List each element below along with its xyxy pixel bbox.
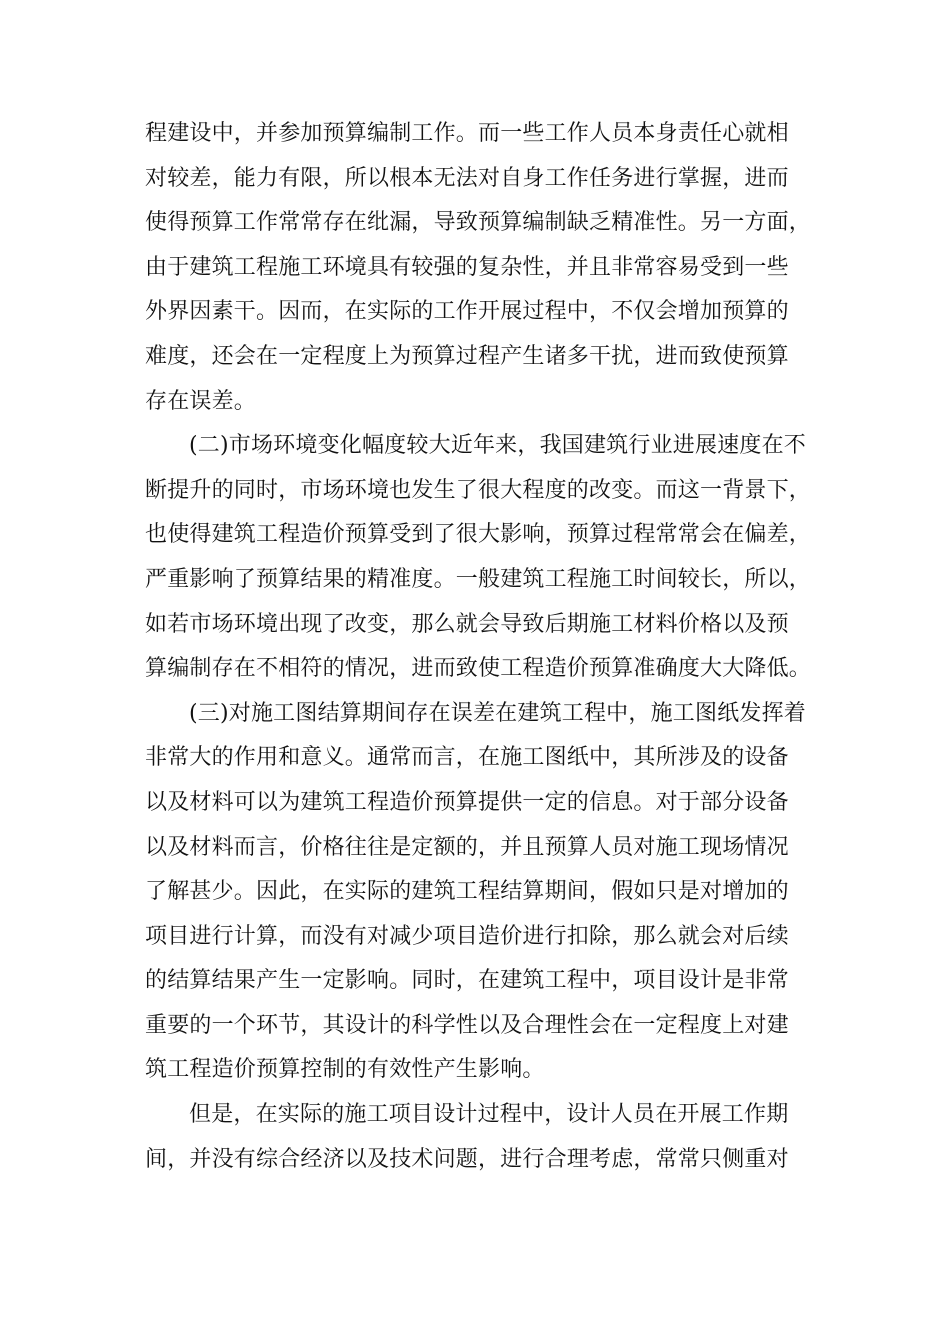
text-line: 以及材料而言，价格往往是定额的，并且预算人员对施工现场情况 [145,834,789,860]
paragraph [145,692,825,1093]
text-line: 重要的一个环节，其设计的科学性以及合理性会在一定程度上对建 [145,1012,789,1038]
text-line: 非常大的作用和意义。通常而言，在施工图纸中，其所涉及的设备 [145,745,789,771]
text-line: (三)对施工图结算期间存在误差在建筑工程中，施工图纸发挥着 [189,700,806,726]
text-line: 使得预算工作常常存在纰漏，导致预算编制缺乏精准性。另一方面， [145,210,812,236]
text-line: 筑工程造价预算控制的有效性产生影响。 [145,1057,545,1083]
text-line: 程建设中，并参加预算编制工作。而一些工作人员本身责任心就相 [145,121,789,146]
text-line: (二)市场环境变化幅度较大近年来，我国建筑行业进展速度在不 [189,433,806,459]
paragraph [145,424,825,692]
text-line: 也使得建筑工程造价预算受到了很大影响，预算过程常常会在偏差， [145,522,812,548]
text-line: 间，并没有综合经济以及技术问题，进行合理考虑，常常只侧重对 [145,1146,789,1172]
text-line: 算编制存在不相符的情况，进而致使工程造价预算准确度大大降低。 [145,656,812,682]
text-line: 外界因素干。因而，在实际的工作开展过程中，不仅会增加预算的 [145,299,789,325]
text-line: 但是，在实际的施工项目设计过程中，设计人员在开展工作期 [189,1102,789,1128]
text-line: 存在误差。 [145,388,257,414]
text-line: 断提升的同时，市场环境也发生了很大程度的改变。而这一背景下， [145,477,812,503]
paragraph [145,1093,825,1182]
body-text [145,112,825,1182]
text-line: 的结算结果产生一定影响。同时，在建筑工程中，项目设计是非常 [145,968,789,994]
text-line: 项目进行计算，而没有对减少项目造价进行扣除，那么就会对后续 [145,923,789,949]
text-line: 难度，还会在一定程度上为预算过程产生诸多干扰，进而致使预算 [145,343,789,369]
text-line: 以及材料可以为建筑工程造价预算提供一定的信息。对于部分设备 [145,789,789,815]
text-line: 对较差，能力有限，所以根本无法对自身工作任务进行掌握，进而 [145,165,789,191]
text-line: 了解甚少。因此，在实际的建筑工程结算期间，假如只是对增加的 [145,879,789,905]
paragraph [145,112,825,424]
text-line: 如若市场环境出现了改变，那么就会导致后期施工材料价格以及预 [145,611,789,637]
text-line: 严重影响了预算结果的精准度。一般建筑工程施工时间较长，所以， [145,566,812,592]
text-line: 由于建筑工程施工环境具有较强的复杂性，并且非常容易受到一些 [145,254,789,280]
